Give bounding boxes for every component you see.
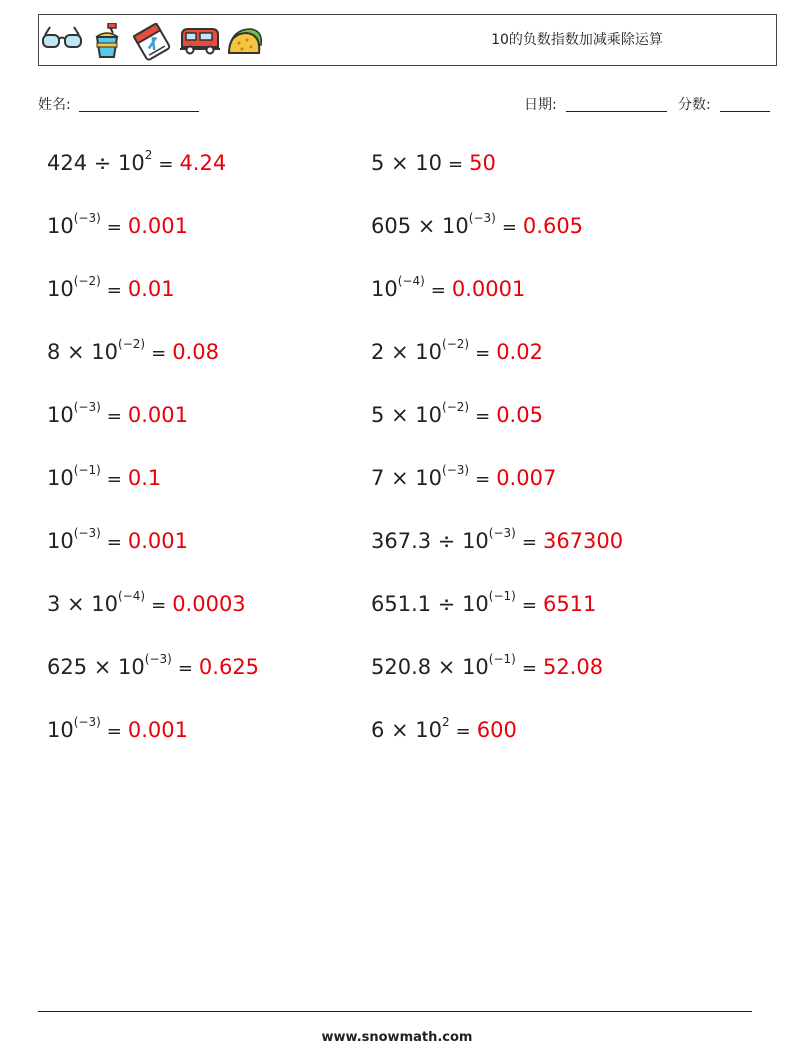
footer-website: www.snowmath.com <box>321 1030 473 1045</box>
problem-answer: 0.605 <box>522 214 584 238</box>
problem-exponent: (−1) <box>73 463 101 477</box>
problem-item <box>47 526 189 553</box>
problem-answer: 0.001 <box>127 529 189 553</box>
date-label: 日期: <box>524 97 557 113</box>
problem-expression: 10 <box>47 277 74 301</box>
problem-exponent: (−3) <box>73 526 101 540</box>
problem-exponent: (−2) <box>118 337 146 351</box>
equals-sign: = <box>455 721 471 742</box>
equals-sign: = <box>430 280 446 301</box>
problem-item <box>371 153 496 174</box>
problem-expression: 367.3 ÷ 10 <box>371 529 489 553</box>
problem-exponent: (−3) <box>144 652 172 666</box>
problem-item <box>371 337 543 364</box>
problem-item <box>371 274 526 301</box>
problem-expression: 8 × 10 <box>47 340 119 364</box>
problem-exponent: (−1) <box>488 652 516 666</box>
name-blank[interactable] <box>79 111 199 112</box>
problem-exponent: (−2) <box>442 400 470 414</box>
name-label: 姓名: <box>38 97 71 113</box>
equals-sign: = <box>448 154 464 175</box>
sunglasses-icon <box>41 23 83 53</box>
problem-expression: 3 × 10 <box>47 592 119 616</box>
problem-item <box>371 400 543 427</box>
problem-answer: 0.08 <box>172 340 219 364</box>
date-blank[interactable] <box>566 111 667 112</box>
problem-item <box>47 211 189 238</box>
equals-sign: = <box>177 658 193 679</box>
equals-sign: = <box>475 343 491 364</box>
problem-item <box>371 589 597 616</box>
equals-sign: = <box>158 154 174 175</box>
equals-sign: = <box>521 595 537 616</box>
problem-answer: 0.0001 <box>451 277 526 301</box>
problem-expression: 7 × 10 <box>371 466 443 490</box>
problem-answer: 0.01 <box>127 277 175 301</box>
equals-sign: = <box>106 721 122 742</box>
problem-exponent: (−3) <box>442 463 470 477</box>
problem-answer: 600 <box>476 718 517 742</box>
problem-item <box>371 526 624 553</box>
equals-sign: = <box>106 217 122 238</box>
problem-exponent: (−3) <box>468 211 496 225</box>
sand-bucket-icon <box>91 23 123 61</box>
problem-item <box>47 652 260 679</box>
problem-exponent: (−2) <box>73 274 101 288</box>
problem-expression: 424 ÷ 10 <box>47 151 145 175</box>
problem-expression: 10 <box>47 529 74 553</box>
problem-expression: 10 <box>47 718 74 742</box>
score-blank[interactable] <box>720 111 770 112</box>
equals-sign: = <box>521 658 537 679</box>
problem-expression: 2 × 10 <box>371 340 443 364</box>
camper-van-icon <box>179 23 221 57</box>
equals-sign: = <box>151 343 167 364</box>
score-label: 分数: <box>678 97 711 113</box>
equals-sign: = <box>106 469 122 490</box>
problem-item <box>47 274 175 301</box>
problem-expression: 605 × 10 <box>371 214 469 238</box>
problem-expression: 6 × 10 <box>371 718 443 742</box>
problem-item <box>371 715 517 742</box>
problem-answer: 367300 <box>542 529 624 553</box>
problem-answer: 0.007 <box>496 466 557 490</box>
problem-answer: 6511 <box>542 592 597 616</box>
problem-exponent: (−3) <box>73 211 101 225</box>
problem-answer: 52.08 <box>542 655 604 679</box>
travel-ticket-icon <box>133 23 171 61</box>
equals-sign: = <box>475 469 491 490</box>
problem-exponent: (−3) <box>73 715 101 729</box>
equals-sign: = <box>106 532 122 553</box>
problem-expression: 651.1 ÷ 10 <box>371 592 489 616</box>
problem-answer: 0.001 <box>127 214 189 238</box>
problem-answer: 0.02 <box>496 340 543 364</box>
equals-sign: = <box>475 406 491 427</box>
problem-exponent: (−4) <box>118 589 146 603</box>
problem-answer: 0.001 <box>127 403 189 427</box>
problem-expression: 10 <box>47 214 74 238</box>
problem-item <box>371 211 584 238</box>
problem-exponent: (−3) <box>488 526 516 540</box>
problem-answer: 0.625 <box>198 655 260 679</box>
equals-sign: = <box>106 406 122 427</box>
problem-expression: 520.8 × 10 <box>371 655 489 679</box>
problem-exponent: (−2) <box>442 337 470 351</box>
taco-icon <box>225 23 265 59</box>
problem-item <box>47 400 189 427</box>
problem-item <box>371 463 557 490</box>
problem-expression: 5 × 10 <box>371 403 443 427</box>
problem-exponent: (−1) <box>488 589 516 603</box>
problem-expression: 10 <box>47 466 74 490</box>
equals-sign: = <box>521 532 537 553</box>
problem-item <box>47 589 246 616</box>
problem-expression: 625 × 10 <box>47 655 145 679</box>
problem-answer: 0.001 <box>127 718 189 742</box>
worksheet-title: 10的负数指数加减乘除运算 <box>491 32 663 48</box>
problem-item <box>47 337 219 364</box>
problem-expression: 5 × 10 <box>371 151 443 175</box>
problem-answer: 0.1 <box>127 466 162 490</box>
problem-expression: 10 <box>371 277 398 301</box>
problem-expression: 10 <box>47 403 74 427</box>
worksheet-header <box>38 14 777 66</box>
equals-sign: = <box>151 595 167 616</box>
problem-item <box>47 715 189 742</box>
equals-sign: = <box>106 280 122 301</box>
problem-exponent: 2 <box>442 715 450 729</box>
problem-answer: 4.24 <box>179 151 227 175</box>
problem-exponent: (−3) <box>73 400 101 414</box>
problem-exponent: 2 <box>144 148 153 162</box>
problem-answer: 0.05 <box>496 403 543 427</box>
problem-item <box>47 148 227 175</box>
problem-exponent: (−4) <box>397 274 425 288</box>
problem-answer: 50 <box>469 151 496 175</box>
footer-divider <box>38 1011 752 1012</box>
problem-answer: 0.0003 <box>172 592 246 616</box>
problem-item <box>47 463 162 490</box>
equals-sign: = <box>501 217 517 238</box>
problem-item <box>371 652 604 679</box>
